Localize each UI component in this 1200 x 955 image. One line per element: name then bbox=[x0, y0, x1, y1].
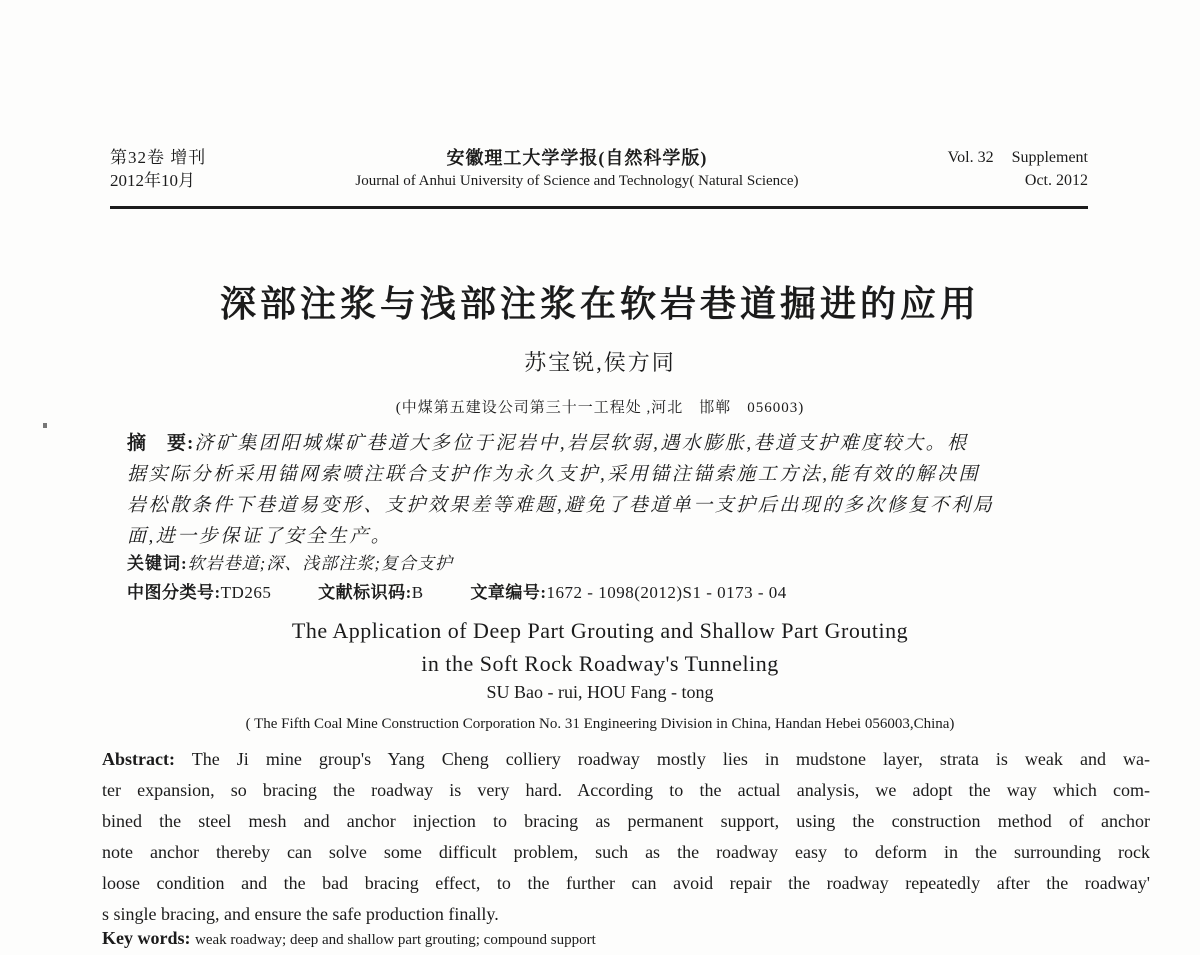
keywords-cn bbox=[127, 549, 1092, 574]
abstract-en-line: s single bracing, and ensure the safe production finally. bbox=[102, 904, 499, 924]
affiliation-cn: (中煤第五建设公司第三十一工程处 ,河北 邯郸 056003) bbox=[395, 400, 805, 416]
abstract-cn bbox=[127, 428, 1092, 552]
masthead bbox=[110, 146, 1088, 192]
article-title-en-line2: in the Soft Rock Roadway's Tunneling bbox=[421, 651, 779, 676]
date-cn: 2012年10月 bbox=[110, 171, 195, 190]
article-title-en bbox=[0, 614, 1200, 680]
masthead-center bbox=[206, 146, 947, 192]
abstract-cn-line: 面,进一步保证了安全生产。 bbox=[127, 526, 393, 547]
clc-label: 中图分类号: bbox=[127, 583, 221, 602]
journal-title-en: Journal of Anhui University of Science and Technology( Natural Science) bbox=[355, 173, 799, 189]
volume-en: Vol. 32 bbox=[947, 149, 994, 166]
keywords-cn-value: 软岩巷道;深、浅部注浆;复合支护 bbox=[187, 554, 453, 573]
date-en: Oct. 2012 bbox=[1024, 172, 1088, 189]
keywords-cn-label: 关键词: bbox=[127, 554, 188, 573]
abstract-cn-line: 据实际分析采用锚网索喷注联合支护作为永久支护,采用锚注锚索施工方法,能有效的解决围 bbox=[127, 464, 981, 485]
volume-issue-en bbox=[948, 146, 1088, 169]
abstract-cn-label: 摘 要: bbox=[127, 433, 195, 454]
doc-code-group bbox=[318, 583, 424, 602]
abstract-cn-line: 摘 要:济矿集团阳城煤矿巷道大多位于泥岩中,岩层软弱,遇水膨胀,巷道支护难度较大。根 bbox=[127, 433, 969, 454]
masthead-right bbox=[948, 146, 1088, 192]
scan-speck bbox=[43, 423, 47, 428]
masthead-rule bbox=[110, 206, 1088, 209]
abstract-en-line: ter expansion, so bracing the roadway is very hard. According to the actual analysis, we adopt the way which com- bbox=[102, 780, 1150, 800]
classification-line bbox=[127, 578, 1092, 603]
article-id-label: 文章编号: bbox=[470, 583, 547, 602]
article-title-cn: 深部注浆与浅部注浆在软岩巷道掘进的应用 bbox=[219, 284, 980, 324]
doc-code-value: B bbox=[411, 583, 424, 602]
abstract-en-line: Abstract: The Ji mine group's Yang Cheng colliery roadway mostly lies in mudstone layer, strata is weak and wa- bbox=[102, 749, 1150, 769]
masthead-left bbox=[110, 146, 206, 192]
article-title-en-line1: The Application of Deep Part Grouting and Shallow Part Grouting bbox=[291, 618, 909, 643]
journal-title-cn: 安徽理工大学学报(自然科学版) bbox=[446, 148, 708, 168]
abstract-en-line: bined the steel mesh and anchor injection to bracing as permanent support, using the construction method of anchor bbox=[102, 811, 1150, 831]
abstract-cn-line: 岩松散条件下巷道易变形、支护效果差等难题,避免了巷道单一支护后出现的多次修复不利局 bbox=[127, 495, 995, 516]
volume-issue-cn: 第32卷 增刊 bbox=[110, 148, 207, 167]
clc-value: TD265 bbox=[220, 583, 272, 602]
keywords-en-label: Key words: bbox=[102, 928, 191, 948]
abstract-en-line: loose condition and the bad bracing effect, to the further can avoid repair the roadway repeatedly after the roadway' bbox=[102, 873, 1150, 893]
authors-cn: 苏宝锐,侯方同 bbox=[524, 350, 676, 375]
doc-code-label: 文献标识码: bbox=[318, 583, 412, 602]
clc-group bbox=[127, 583, 271, 602]
affiliation-en: ( The Fifth Coal Mine Construction Corporation No. 31 Engineering Division in China, Handan Hebei 056003,China) bbox=[245, 716, 955, 732]
keywords-en bbox=[102, 928, 1150, 949]
abstract-en bbox=[102, 744, 1150, 930]
issue-en: Supplement bbox=[1011, 149, 1088, 166]
article-id-group bbox=[470, 583, 786, 602]
authors-en: SU Bao - rui, HOU Fang - tong bbox=[486, 682, 714, 702]
keywords-en-value: weak roadway; deep and shallow part grouting; compound support bbox=[195, 932, 596, 948]
article-id-value: 1672 - 1098(2012)S1 - 0173 - 04 bbox=[546, 583, 787, 602]
abstract-en-label: Abstract: bbox=[102, 749, 175, 769]
abstract-en-line: note anchor thereby can solve some difficult problem, such as the roadway easy to deform in the surrounding rock bbox=[102, 842, 1150, 862]
